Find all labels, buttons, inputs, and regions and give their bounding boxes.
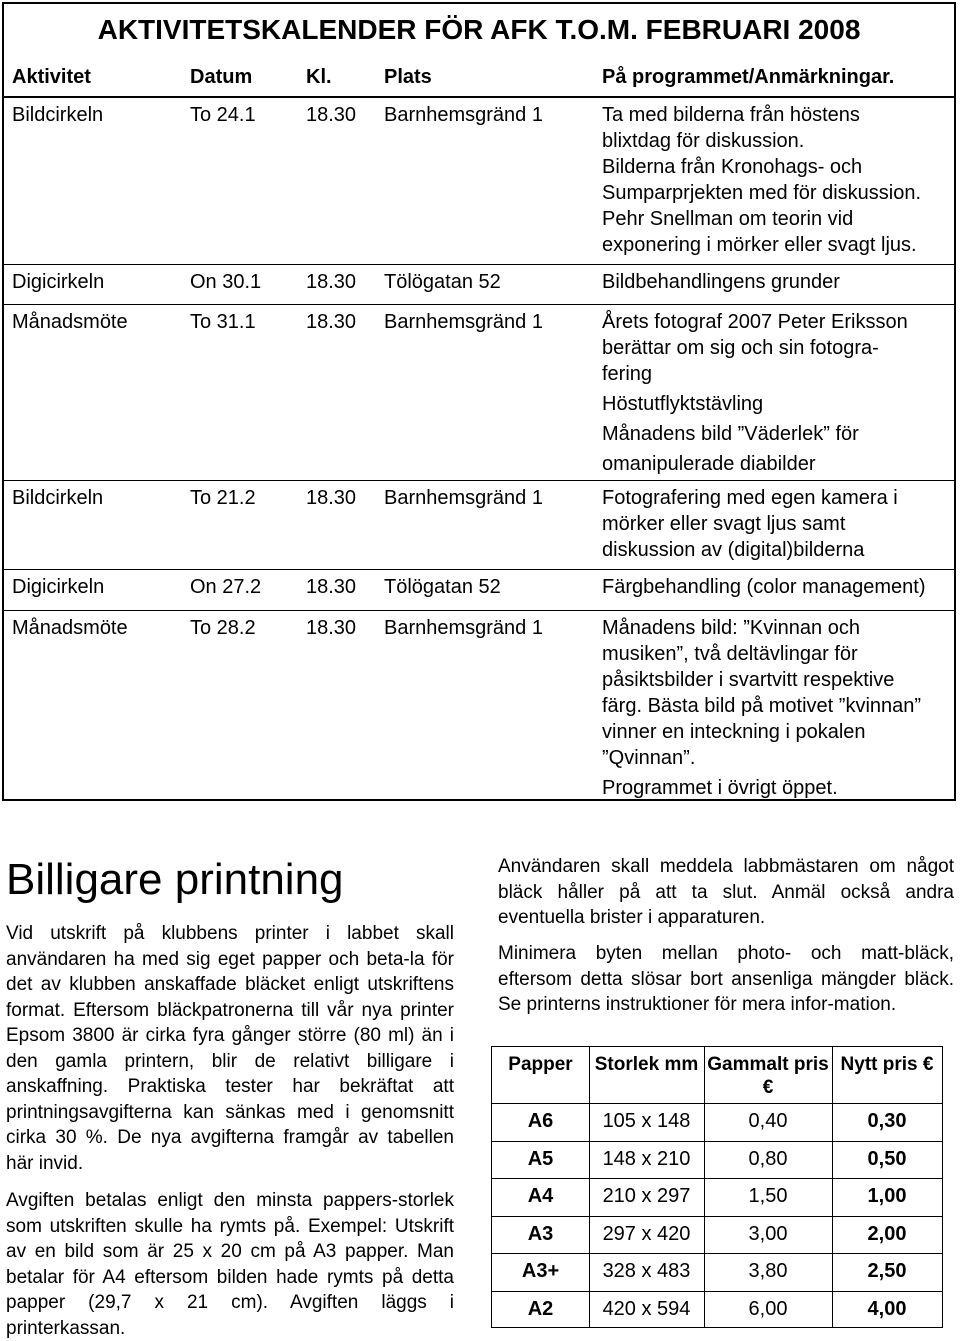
cell-notes-line: påsiktsbilder i svartvitt respektive bbox=[602, 669, 895, 691]
price-table-cell: 0,80 bbox=[748, 1147, 788, 1170]
cell-date: To 31.1 bbox=[190, 311, 256, 333]
cell-activity: Bildcirkeln bbox=[12, 104, 104, 126]
article-paragraph: Minimera byten mellan photo- och matt-bläck, eftersom detta slösar bort ansenliga mängder bläck. Se printerns instruktioner för mera infor-mation. bbox=[498, 943, 954, 1015]
cell-time: 18.30 bbox=[306, 311, 357, 333]
cell-notes-line: fering bbox=[602, 363, 653, 385]
header-time: Kl. bbox=[306, 66, 332, 88]
price-table-cell: A3 bbox=[527, 1222, 554, 1245]
price-table-cell: A3+ bbox=[521, 1260, 560, 1283]
cell-place: Barnhemsgränd 1 bbox=[384, 311, 543, 333]
table-row-divider bbox=[492, 1178, 942, 1179]
cell-place: Barnhemsgränd 1 bbox=[384, 104, 543, 126]
cell-notes-line: blixtdag för diskussion. bbox=[602, 130, 805, 152]
cell-notes-line: Sumparprjekten med för diskussion. bbox=[602, 182, 922, 204]
cell-date: To 28.2 bbox=[190, 617, 256, 639]
row-divider bbox=[4, 264, 954, 265]
cell-time: 18.30 bbox=[306, 271, 357, 293]
cell-notes-line: vinner en inteckning i pokalen bbox=[602, 721, 866, 743]
calendar-title: AKTIVITETSKALENDER FÖR AFK T.O.M. FEBRUARI 2008 bbox=[97, 14, 861, 45]
cell-notes-line: Pehr Snellman om teorin vid bbox=[602, 208, 854, 230]
cell-activity: Bildcirkeln bbox=[12, 487, 104, 509]
price-table-cell: 1,00 bbox=[867, 1185, 907, 1208]
price-table-cell: 0,40 bbox=[748, 1110, 788, 1132]
header-divider bbox=[4, 96, 954, 98]
cell-activity: Digicirkeln bbox=[12, 576, 105, 598]
price-table-cell: 3,80 bbox=[748, 1260, 788, 1283]
price-table-cell: A5 bbox=[527, 1147, 554, 1170]
cell-date: On 30.1 bbox=[190, 271, 262, 293]
cell-notes-line: Månadens bild ”Väderlek” för bbox=[602, 423, 859, 445]
price-table-cell: 4,00 bbox=[867, 1298, 907, 1320]
cell-date: To 21.2 bbox=[190, 487, 256, 509]
cell-notes-line: Årets fotograf 2007 Peter Eriksson bbox=[602, 311, 908, 333]
cell-place: Barnhemsgränd 1 bbox=[384, 487, 543, 509]
cell-time: 18.30 bbox=[306, 617, 357, 639]
article-paragraph: Vid utskrift på klubbens printer i labbet skall användaren ha med sig eget papper och beta-la för det av klubben anskaffade bläcket enligt utskriftens format. Eftersom bläckpatronerna till vår nya printer Epsom 3800 är cirka fyra gånger större (80 ml) än i den gamla printern, blir de relativt billigare i anskaffning. Praktiska tester har bekräftat att printningsavgifterna kan sänkas med i genomsnitt cirka 30 %. De nya avgifterna framgår av tabellen här invid. bbox=[6, 923, 454, 1174]
cell-activity: Månadsmöte bbox=[12, 617, 128, 639]
price-table-cell: 0,30 bbox=[867, 1110, 907, 1132]
row-divider bbox=[4, 569, 954, 570]
price-table-cell: 420 x 594 bbox=[602, 1298, 691, 1320]
cell-date: On 27.2 bbox=[190, 576, 262, 598]
header-activity: Aktivitet bbox=[12, 66, 91, 88]
cell-notes-line: Höstutflyktstävling bbox=[602, 393, 764, 415]
table-row-divider bbox=[492, 1291, 942, 1292]
row-divider bbox=[4, 610, 954, 611]
cell-notes-line: exponering i mörker eller svagt ljus. bbox=[602, 234, 917, 256]
price-table-cell: 148 x 210 bbox=[602, 1147, 691, 1170]
price-table-cell: 105 x 148 bbox=[602, 1110, 691, 1132]
cell-time: 18.30 bbox=[306, 576, 357, 598]
row-divider bbox=[4, 304, 954, 305]
article-paragraph: Avgiften betalas enligt den minsta pappers-storlek som utskriften skulle ha rymts på. Exempel: Utskrift av en bild som är 25 x 20 cm på A3 papper. Man betalar för A4 eftersom bilden hade rymts på detta papper (29,7 x 21 cm). Avgiften läggs i printerkassan. bbox=[6, 1190, 454, 1339]
table-row-divider bbox=[492, 1103, 942, 1104]
price-table-cell: 3,00 bbox=[748, 1222, 788, 1245]
cell-notes-line: diskussion av (digital)bilderna bbox=[602, 539, 865, 561]
activity-calendar bbox=[2, 2, 956, 801]
cell-place: Tölögatan 52 bbox=[384, 576, 501, 598]
table-row-divider bbox=[492, 1141, 942, 1142]
cell-notes-line: Månadens bild: ”Kvinnan och bbox=[602, 617, 860, 639]
cell-place: Barnhemsgränd 1 bbox=[384, 617, 543, 639]
cell-notes-line: Bildbehandlingens grunder bbox=[602, 271, 840, 293]
price-table-header: Storlek mm bbox=[594, 1054, 699, 1075]
price-table-cell: A4 bbox=[527, 1185, 554, 1208]
cell-notes-line: mörker eller svagt ljus samt bbox=[602, 513, 846, 535]
price-table-header: Gammalt pris € bbox=[707, 1054, 829, 1098]
cell-activity: Månadsmöte bbox=[12, 311, 128, 333]
header-date: Datum bbox=[190, 66, 253, 88]
cell-notes-line: Fotografering med egen kamera i bbox=[602, 487, 898, 509]
price-table-cell: 210 x 297 bbox=[602, 1185, 691, 1208]
row-divider bbox=[4, 480, 954, 481]
header-notes: På programmet/Anmärkningar. bbox=[602, 66, 895, 88]
cell-place: Tölögatan 52 bbox=[384, 271, 501, 293]
price-table-cell: 0,50 bbox=[867, 1147, 907, 1170]
price-table-cell: 1,50 bbox=[748, 1185, 788, 1208]
price-table-cell: 328 x 483 bbox=[602, 1260, 691, 1283]
header-place: Plats bbox=[384, 66, 432, 88]
table-row-divider bbox=[492, 1216, 942, 1217]
price-table-header: Papper bbox=[508, 1054, 573, 1075]
article-title: Billigare printning bbox=[6, 855, 344, 904]
price-table-header: Nytt pris € bbox=[840, 1054, 934, 1075]
cell-notes-line: färg. Bästa bild på motivet ”kvinnan” bbox=[602, 695, 922, 717]
cell-activity: Digicirkeln bbox=[12, 271, 105, 293]
cell-notes-line: Färgbehandling (color management) bbox=[602, 576, 926, 598]
price-table bbox=[491, 1046, 943, 1328]
price-table-cell: 2,50 bbox=[867, 1260, 907, 1283]
cell-time: 18.30 bbox=[306, 104, 357, 126]
cell-notes-line: ”Qvinnan”. bbox=[602, 747, 696, 769]
cell-notes-line: musiken”, två deltävlingar för bbox=[602, 643, 858, 665]
cell-notes-line: omanipulerade diabilder bbox=[602, 453, 816, 475]
price-table-cell: 297 x 420 bbox=[602, 1222, 691, 1245]
cell-date: To 24.1 bbox=[190, 104, 256, 126]
cell-notes-line: berättar om sig och sin fotogra- bbox=[602, 337, 879, 359]
price-table-cell: A2 bbox=[527, 1298, 554, 1320]
price-table-cell: 6,00 bbox=[748, 1298, 788, 1320]
article-paragraph: Användaren skall meddela labbmästaren om något bläck håller på att ta slut. Anmäl också andra eventuella brister i apparaturen. bbox=[498, 856, 954, 928]
cell-notes-line: Ta med bilderna från höstens bbox=[602, 104, 860, 126]
cell-notes-line: Bilderna från Kronohags- och bbox=[602, 156, 863, 178]
price-table-cell: 2,00 bbox=[867, 1222, 907, 1245]
cell-notes-line: Programmet i övrigt öppet. bbox=[602, 777, 838, 799]
cell-time: 18.30 bbox=[306, 487, 357, 509]
price-table-cell: A6 bbox=[527, 1110, 554, 1132]
table-row-divider bbox=[492, 1253, 942, 1254]
